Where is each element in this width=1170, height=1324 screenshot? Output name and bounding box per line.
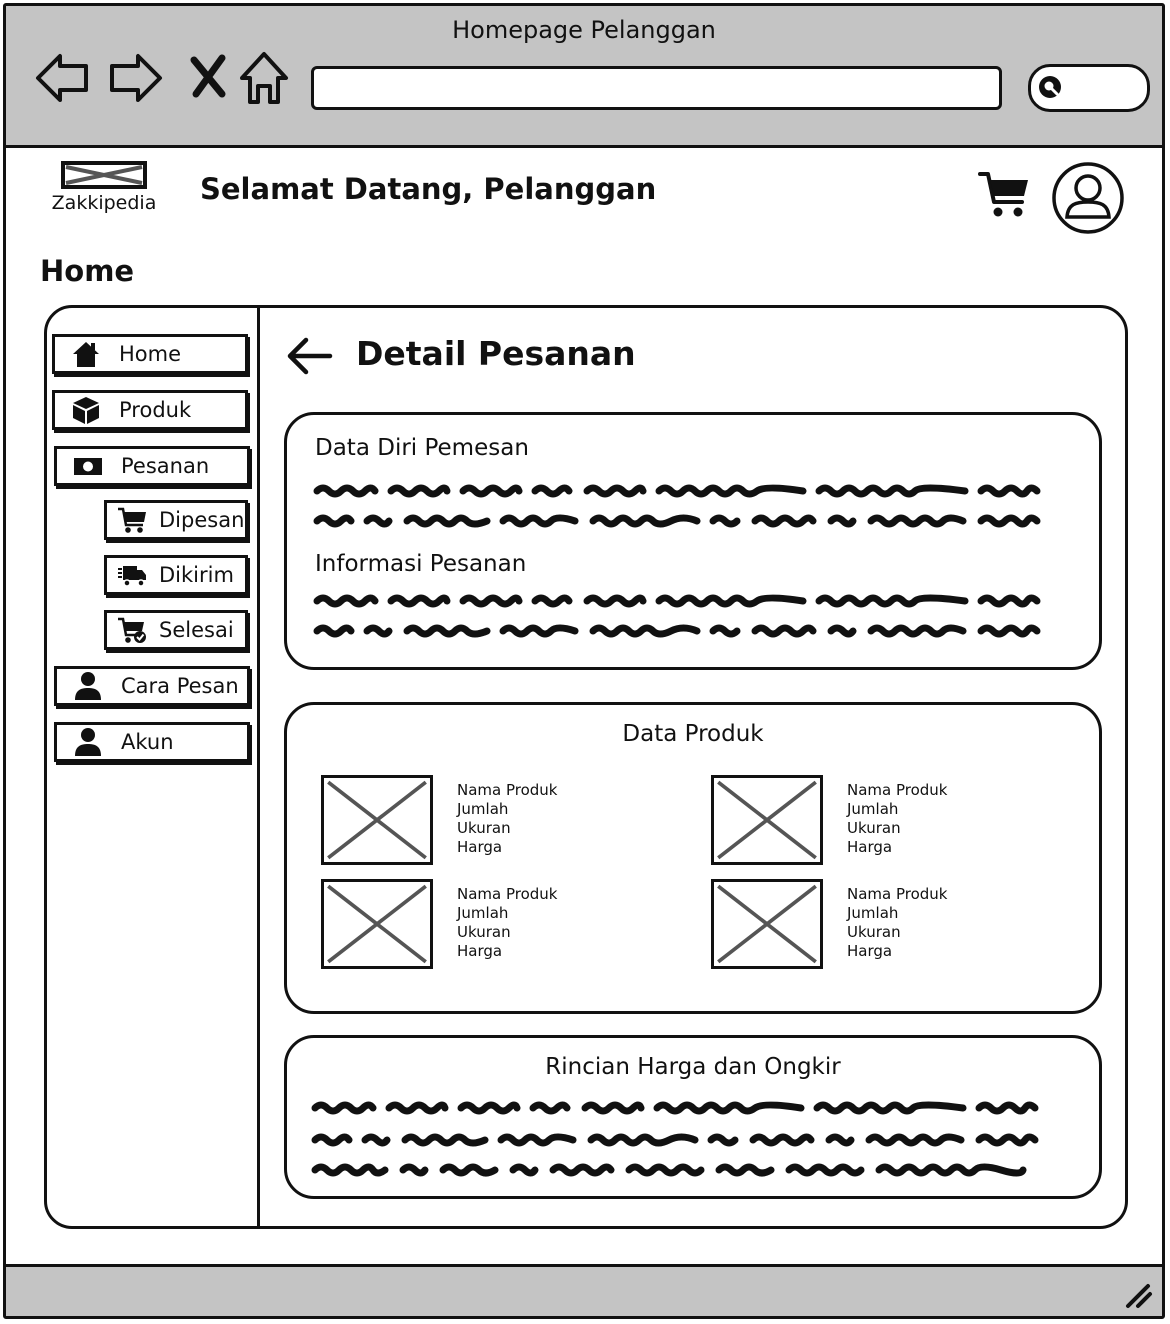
money-icon [71,449,105,483]
order-info-heading: Informasi Pesanan [315,551,527,577]
sidebar-item-label: Produk [119,398,192,422]
back-button[interactable] [32,46,92,106]
product-qty: Jumlah [847,800,899,818]
sidebar-item-pesanan[interactable] [54,446,250,486]
home-icon [69,337,103,371]
product-item[interactable] [321,879,691,969]
close-icon [180,46,240,106]
sidebar-item-cara-pesan[interactable] [54,666,250,706]
welcome-heading: Selamat Datang, Pelanggan [200,172,657,206]
logo-text: Zakkipedia [51,192,157,214]
product-image-placeholder [711,879,823,969]
product-name: Nama Produk [847,885,948,903]
back-arrow-icon[interactable] [284,334,334,378]
product-meta [457,885,558,961]
customer-data-heading: Data Diri Pemesan [315,435,529,461]
cart-check-icon [115,613,149,647]
logo-image-icon [60,160,148,190]
price-details-card [284,1035,1102,1199]
status-bar [6,1264,1162,1316]
breadcrumb: Home [40,254,135,288]
sidebar-item-selesai[interactable] [104,610,248,650]
resize-grip-icon[interactable] [1122,1280,1154,1310]
search-icon [1037,74,1063,100]
product-item[interactable] [321,775,691,865]
product-size: Ukuran [847,923,901,941]
product-qty: Jumlah [457,904,509,922]
sidebar-item-produk[interactable] [52,390,248,430]
page-title: Detail Pesanan [356,334,636,373]
window-title: Homepage Pelanggan [452,16,716,44]
product-image-placeholder [711,775,823,865]
user-icon [71,669,105,703]
product-name: Nama Produk [457,885,558,903]
product-price: Harga [847,942,893,960]
sidebar-divider [257,307,260,1227]
product-item[interactable] [711,879,1081,969]
sidebar-item-label: Dikirim [159,563,234,587]
user-icon [71,725,105,759]
product-qty: Jumlah [847,904,899,922]
product-name: Nama Produk [847,781,948,799]
stop-button[interactable] [180,46,240,106]
forward-arrow-icon [106,46,166,106]
cart-icon [115,503,149,537]
shipping-icon [115,558,149,592]
sidebar-item-label: Pesanan [121,454,210,478]
product-meta [457,781,558,857]
home-button[interactable] [234,46,294,106]
product-meta [847,885,948,961]
placeholder-text-scribble [311,1100,1051,1180]
product-name: Nama Produk [457,781,558,799]
title-bar [6,6,1162,148]
back-arrow-icon [32,46,92,106]
product-price: Harga [457,942,503,960]
product-price: Harga [457,838,503,856]
order-info-card [284,412,1102,670]
box-icon [69,393,103,427]
product-qty: Jumlah [457,800,509,818]
sidebar-item-akun[interactable] [54,722,250,762]
sidebar-item-label: Akun [121,730,174,754]
product-size: Ukuran [847,819,901,837]
product-item[interactable] [711,775,1081,865]
browser-search-input[interactable] [1028,64,1150,112]
placeholder-text-scribble [313,593,1043,639]
product-meta [847,781,948,857]
sidebar-item-label: Cara Pesan [121,674,239,698]
sidebar-item-dipesan[interactable] [104,500,248,540]
home-icon [234,46,294,106]
product-size: Ukuran [457,923,511,941]
sidebar-item-home[interactable] [52,334,248,374]
sidebar-item-dikirim[interactable] [104,555,248,595]
product-size: Ukuran [457,819,511,837]
product-price: Harga [847,838,893,856]
forward-button[interactable] [106,46,166,106]
sidebar-item-label: Dipesan [159,508,245,532]
product-data-heading: Data Produk [622,721,764,747]
user-avatar-icon[interactable] [1050,160,1126,236]
placeholder-text-scribble [313,483,1043,529]
url-input[interactable] [311,66,1002,110]
price-details-heading: Rincian Harga dan Ongkir [545,1054,841,1080]
product-image-placeholder [321,879,433,969]
sidebar-item-label: Selesai [159,618,234,642]
product-data-card [284,702,1102,1014]
cart-icon[interactable] [976,168,1032,220]
product-image-placeholder [321,775,433,865]
logo[interactable] [44,160,164,214]
sidebar-item-label: Home [119,342,182,366]
